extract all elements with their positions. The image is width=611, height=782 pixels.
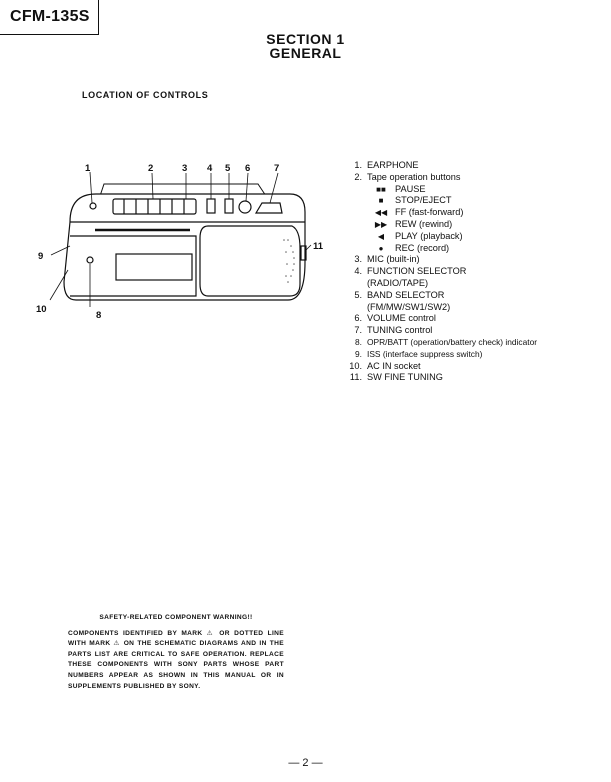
callout-2: 2 <box>148 163 154 174</box>
list-item-continuation: (FM/MW/SW1/SW2) <box>367 301 451 312</box>
callout-7: 7 <box>274 163 280 174</box>
location-heading: LOCATION OF CONTROLS <box>82 90 209 100</box>
page-number: — 2 — <box>288 757 323 769</box>
list-item-continuation: (RADIO/TAPE) <box>367 277 429 288</box>
list-item: 5. BAND SELECTOR <box>354 289 445 300</box>
callout-5: 5 <box>225 163 231 174</box>
list-item: 4. FUNCTION SELECTOR <box>354 266 467 277</box>
play-icon: ◀ <box>377 231 385 241</box>
callout-4: 4 <box>207 163 213 174</box>
list-item: ◀ PLAY (playback) <box>342 231 604 243</box>
callout-6: 6 <box>245 163 251 174</box>
list-item: ● REC (record) <box>342 243 604 255</box>
list-item: ▶▶ REW (rewind) <box>342 219 604 231</box>
fast-forward-icon: ◀◀ <box>374 208 388 218</box>
list-item: 8. OPR/BATT (operation/battery check) indicator <box>355 336 538 347</box>
controls-list <box>342 160 604 384</box>
list-item: 10. AC IN socket <box>349 360 421 371</box>
list-item: ■■ PAUSE <box>342 184 604 196</box>
list-item: 11. SW FINE TUNING <box>349 372 443 383</box>
list-item: 3. MIC (built-in) <box>354 254 420 265</box>
stop-icon: ■ <box>378 196 384 206</box>
callout-10: 10 <box>36 304 47 315</box>
callout-1: 1 <box>85 163 91 174</box>
record-icon: ● <box>378 243 384 253</box>
list-item: 9. ISS (interface suppress switch) <box>355 348 483 359</box>
list-item: ■ STOP/EJECT <box>342 195 604 207</box>
callout-11: 11 <box>313 241 324 252</box>
warning-body: COMPONENTS IDENTIFIED BY MARK ⚠ OR DOTTED LINE WITH MARK ⚠ ON THE SCHEMATIC DIAGRAMS AND IN THE PARTS LIST ARE CRITICAL TO SAFE OPERATION. REPLACE THESE COMPONENTS WITH SONY PARTS WHOSE PART NUMBERS APPEAR AS SHOWN IN THIS MANUAL OR IN SUPPLEMENTS PUBLISHED BY SONY. <box>68 629 284 690</box>
callout-8: 8 <box>96 310 102 321</box>
callout-9: 9 <box>38 251 44 262</box>
pause-icon: ■■ <box>376 184 386 194</box>
list-item: 1. EARPHONE <box>354 160 419 170</box>
list-item: 6. VOLUME control <box>354 313 436 324</box>
rewind-icon: ▶▶ <box>374 219 388 229</box>
list-item: ◀◀ FF (fast-forward) <box>342 207 604 219</box>
warning-title: SAFETY-RELATED COMPONENT WARNING!! <box>99 614 253 621</box>
callout-3: 3 <box>182 163 188 174</box>
model-number: CFM-135S <box>10 8 90 25</box>
list-item: 2. Tape operation buttons <box>354 171 461 182</box>
section-number: SECTION 1 <box>266 31 345 47</box>
safety-warning <box>68 613 284 692</box>
section-title: GENERAL <box>269 45 342 61</box>
list-item: 7. TUNING control <box>354 325 433 336</box>
